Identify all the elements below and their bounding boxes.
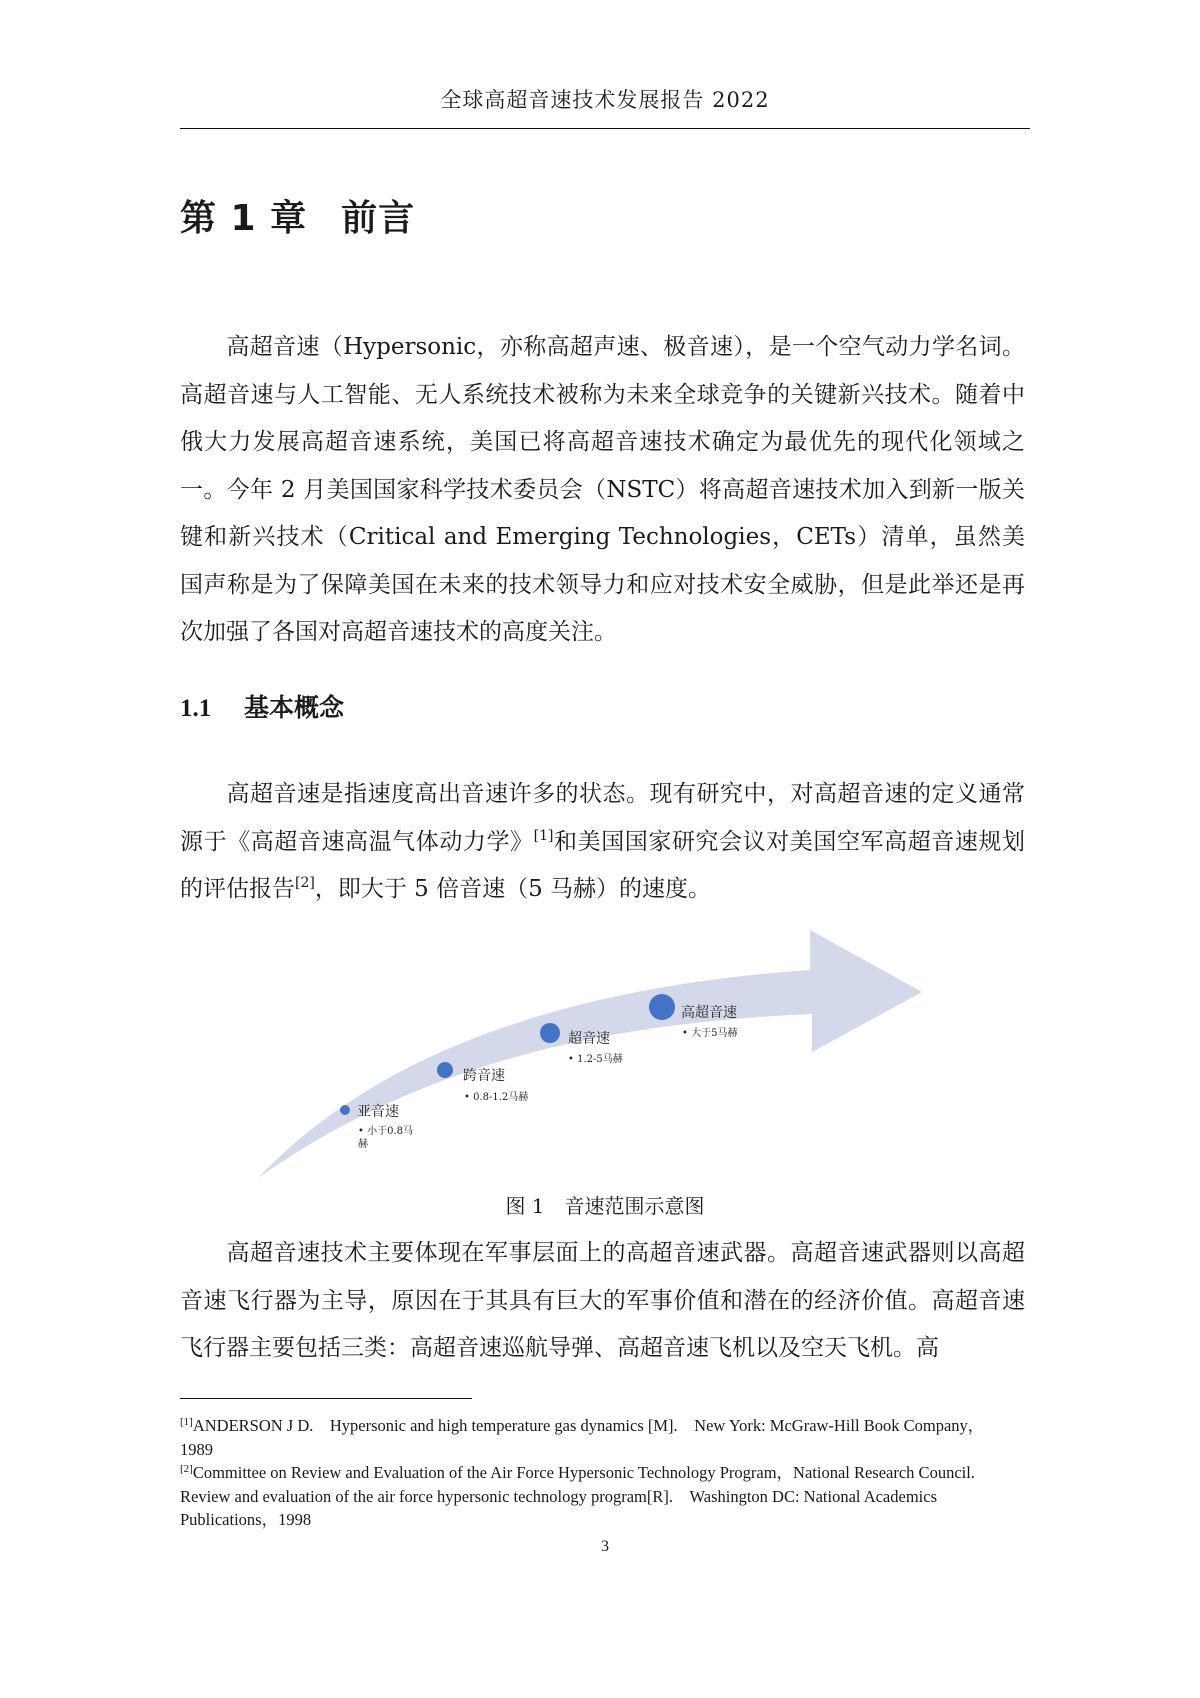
intro-paragraph-text: 高超音速（Hypersonic，亦称高超声速、极音速），是一个空气动力学名词。高超音速与人工智能、无人系统技术被称为未来全球竞争的关键新兴技术。随着中俄大力发展高超音速系统，美国已将高超音速技术确定为最优先的现代化领域之一。今年 2 月美国国家科学技术委员会（NSTC）将高超音速技术加入到新一版关键和新兴技术（Critical and Emerging Technologies，CETs）清单，虽然美国声称是为了保障美国在未来的技术领导力和应对技术安全威胁，但是此举还是再次加强了各国对高超音速技术的高度关注。 — [180, 334, 1025, 645]
stage-dot-subsonic — [340, 1105, 350, 1115]
definition-text-part1: 高超音速是指速度高出音速许多的状态。现有研究中，对高超音速的定义通常源于《高超音速高温气体动力学》 — [180, 781, 1025, 855]
intro-paragraph — [180, 324, 1025, 657]
footnote-2 — [180, 1461, 1015, 1532]
footnote-text-2: Committee on Review and Evaluation of the Air Force Hypersonic Technology Program，National Research Council. Review and evaluation of the air force hypersonic technology program[R]. Washington DC: National Academics Publications，1998 — [180, 1463, 992, 1529]
weapons-paragraph — [180, 1230, 1025, 1373]
stage-range-subsonic: • 小于0.8马赫 — [358, 1126, 413, 1150]
stage-range-hypersonic: • 大于5马赫 — [682, 1028, 738, 1039]
definition-paragraph — [180, 771, 1025, 914]
header-rule — [180, 128, 1030, 129]
chapter-title — [180, 190, 415, 241]
footnote-1 — [180, 1414, 1015, 1461]
definition-text-part2: 和美国国家研究会议对美国空军高超音速规划的评估报告 — [180, 828, 1026, 902]
weapons-paragraph-text: 高超音速技术主要体现在军事层面上的高超音速武器。高超音速武器则以高超音速飞行器为主导，原因在于其具有巨大的军事价值和潜在的经济价值。高超音速飞行器主要包括三类：高超音速巡航导弹、高超音速飞机以及空天飞机。高 — [180, 1240, 1025, 1361]
footnote-text-1: ANDERSON J D. Hypersonic and high temperature gas dynamics [M]. New York: McGraw-Hill Book Company，1989 — [180, 1416, 985, 1459]
stage-range-supersonic: • 1.2-5马赫 — [568, 1054, 623, 1065]
footnote-mark-2: [2] — [180, 1463, 193, 1475]
page-number: 3 — [601, 1538, 609, 1555]
footnote-ref-2[interactable]: [2] — [295, 875, 315, 891]
stage-label-subsonic: 亚音速 — [357, 1104, 399, 1120]
section-title — [180, 688, 344, 724]
stage-dot-hypersonic — [649, 994, 675, 1020]
stage-label-hypersonic: 高超音速 — [681, 1005, 737, 1021]
definition-text-part3: ，即大于 5 倍音速（5 马赫）的速度。 — [314, 876, 712, 902]
stage-dot-supersonic — [540, 1023, 560, 1043]
footnote-rule — [180, 1398, 472, 1399]
speed-range-figure — [250, 910, 930, 1180]
footnote-ref-1[interactable]: [1] — [533, 827, 554, 844]
stage-label-transonic: 跨音速 — [463, 1068, 505, 1084]
section-number: 1.1 — [180, 695, 212, 722]
chapter-name: 前言 — [341, 198, 416, 239]
footnote-mark-1: [1] — [180, 1416, 193, 1428]
stage-dot-transonic — [437, 1062, 453, 1078]
section-name: 基本概念 — [244, 693, 345, 722]
stage-range-transonic: • 0.8-1.2马赫 — [464, 1092, 529, 1103]
chapter-number: 第 1 章 — [180, 198, 308, 239]
figure-caption: 图 1 音速范围示意图 — [505, 1194, 705, 1218]
running-header: 全球高超音速技术发展报告 2022 — [440, 88, 770, 112]
footnotes — [180, 1414, 1015, 1532]
stage-label-supersonic: 超音速 — [568, 1031, 610, 1047]
